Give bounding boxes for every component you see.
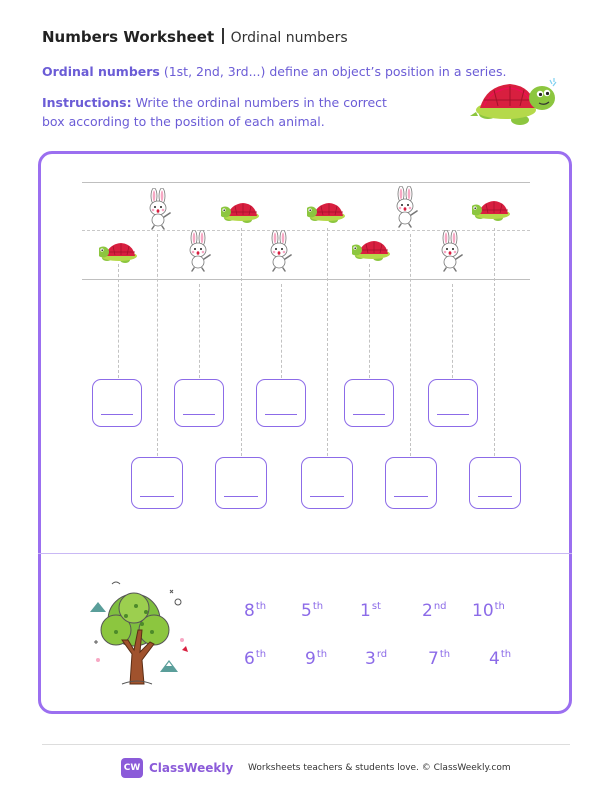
answer-blank-line xyxy=(224,496,258,497)
rabbit-icon xyxy=(437,230,465,274)
connector-line xyxy=(369,264,370,378)
ordinal-option: 7th xyxy=(428,649,451,669)
definition-text: Ordinal numbers (1st, 2nd, 3rd...) define an object’s position in a series. xyxy=(42,64,507,79)
answer-blank-line xyxy=(437,414,469,415)
answer-box[interactable] xyxy=(256,379,306,427)
answer-box[interactable] xyxy=(92,379,142,427)
connector-line xyxy=(452,284,453,378)
answer-box[interactable] xyxy=(215,457,267,509)
page-title: Numbers Worksheet Ordinal numbers xyxy=(42,28,348,46)
answer-box[interactable] xyxy=(344,379,394,427)
brand-name: ClassWeekly xyxy=(149,761,234,775)
answer-box[interactable] xyxy=(301,457,353,509)
connector-line xyxy=(281,284,282,378)
answer-box[interactable] xyxy=(174,379,224,427)
answer-blank-line xyxy=(265,414,297,415)
page-subtitle: Ordinal numbers xyxy=(230,30,348,46)
connector-line xyxy=(494,228,495,456)
track-top-line xyxy=(82,182,530,183)
connector-line xyxy=(199,284,200,378)
turtle-icon xyxy=(99,243,141,265)
answer-box[interactable] xyxy=(131,457,183,509)
turtle-icon xyxy=(472,201,514,223)
ordinal-option: 10th xyxy=(472,601,505,621)
instructions-text: Instructions: Write the ordinal numbers in the correct box according to the position of each animal. xyxy=(42,95,387,129)
connector-line xyxy=(241,228,242,456)
connector-line xyxy=(118,264,119,378)
ordinal-option: 9th xyxy=(305,649,328,669)
connector-line xyxy=(157,234,158,456)
answer-blank-line xyxy=(183,414,215,415)
ordinal-option: 8th xyxy=(244,601,267,621)
footer-divider xyxy=(42,744,570,745)
title-separator xyxy=(222,28,224,44)
ordinal-option: 2nd xyxy=(422,601,447,621)
turtle-icon xyxy=(352,241,394,263)
answer-blank-line xyxy=(140,496,174,497)
answer-blank-line xyxy=(101,414,133,415)
answer-blank-line xyxy=(394,496,428,497)
ordinal-option: 3rd xyxy=(365,649,388,669)
tree-illustration xyxy=(86,580,196,688)
turtle-icon xyxy=(307,203,349,225)
connector-line xyxy=(327,228,328,456)
ordinal-option: 4th xyxy=(489,649,512,669)
connector-line xyxy=(410,234,411,456)
rabbit-icon xyxy=(266,230,294,274)
turtle-icon xyxy=(221,203,263,225)
answer-box[interactable] xyxy=(428,379,478,427)
classweekly-logo: CW xyxy=(121,758,143,778)
footer-tagline: Worksheets teachers & students love. © ClassWeekly.com xyxy=(248,763,511,773)
answer-blank-line xyxy=(353,414,385,415)
ordinal-option: 1st xyxy=(360,601,381,621)
rabbit-icon xyxy=(145,188,173,232)
answer-box[interactable] xyxy=(469,457,521,509)
answer-box[interactable] xyxy=(385,457,437,509)
answer-blank-line xyxy=(478,496,512,497)
section-divider xyxy=(38,553,572,554)
turtle-illustration xyxy=(470,76,562,128)
track-bottom-line xyxy=(82,279,530,280)
rabbit-icon xyxy=(392,186,420,230)
ordinal-option: 6th xyxy=(244,649,267,669)
ordinal-option: 5th xyxy=(301,601,324,621)
answer-blank-line xyxy=(310,496,344,497)
rabbit-icon xyxy=(185,230,213,274)
